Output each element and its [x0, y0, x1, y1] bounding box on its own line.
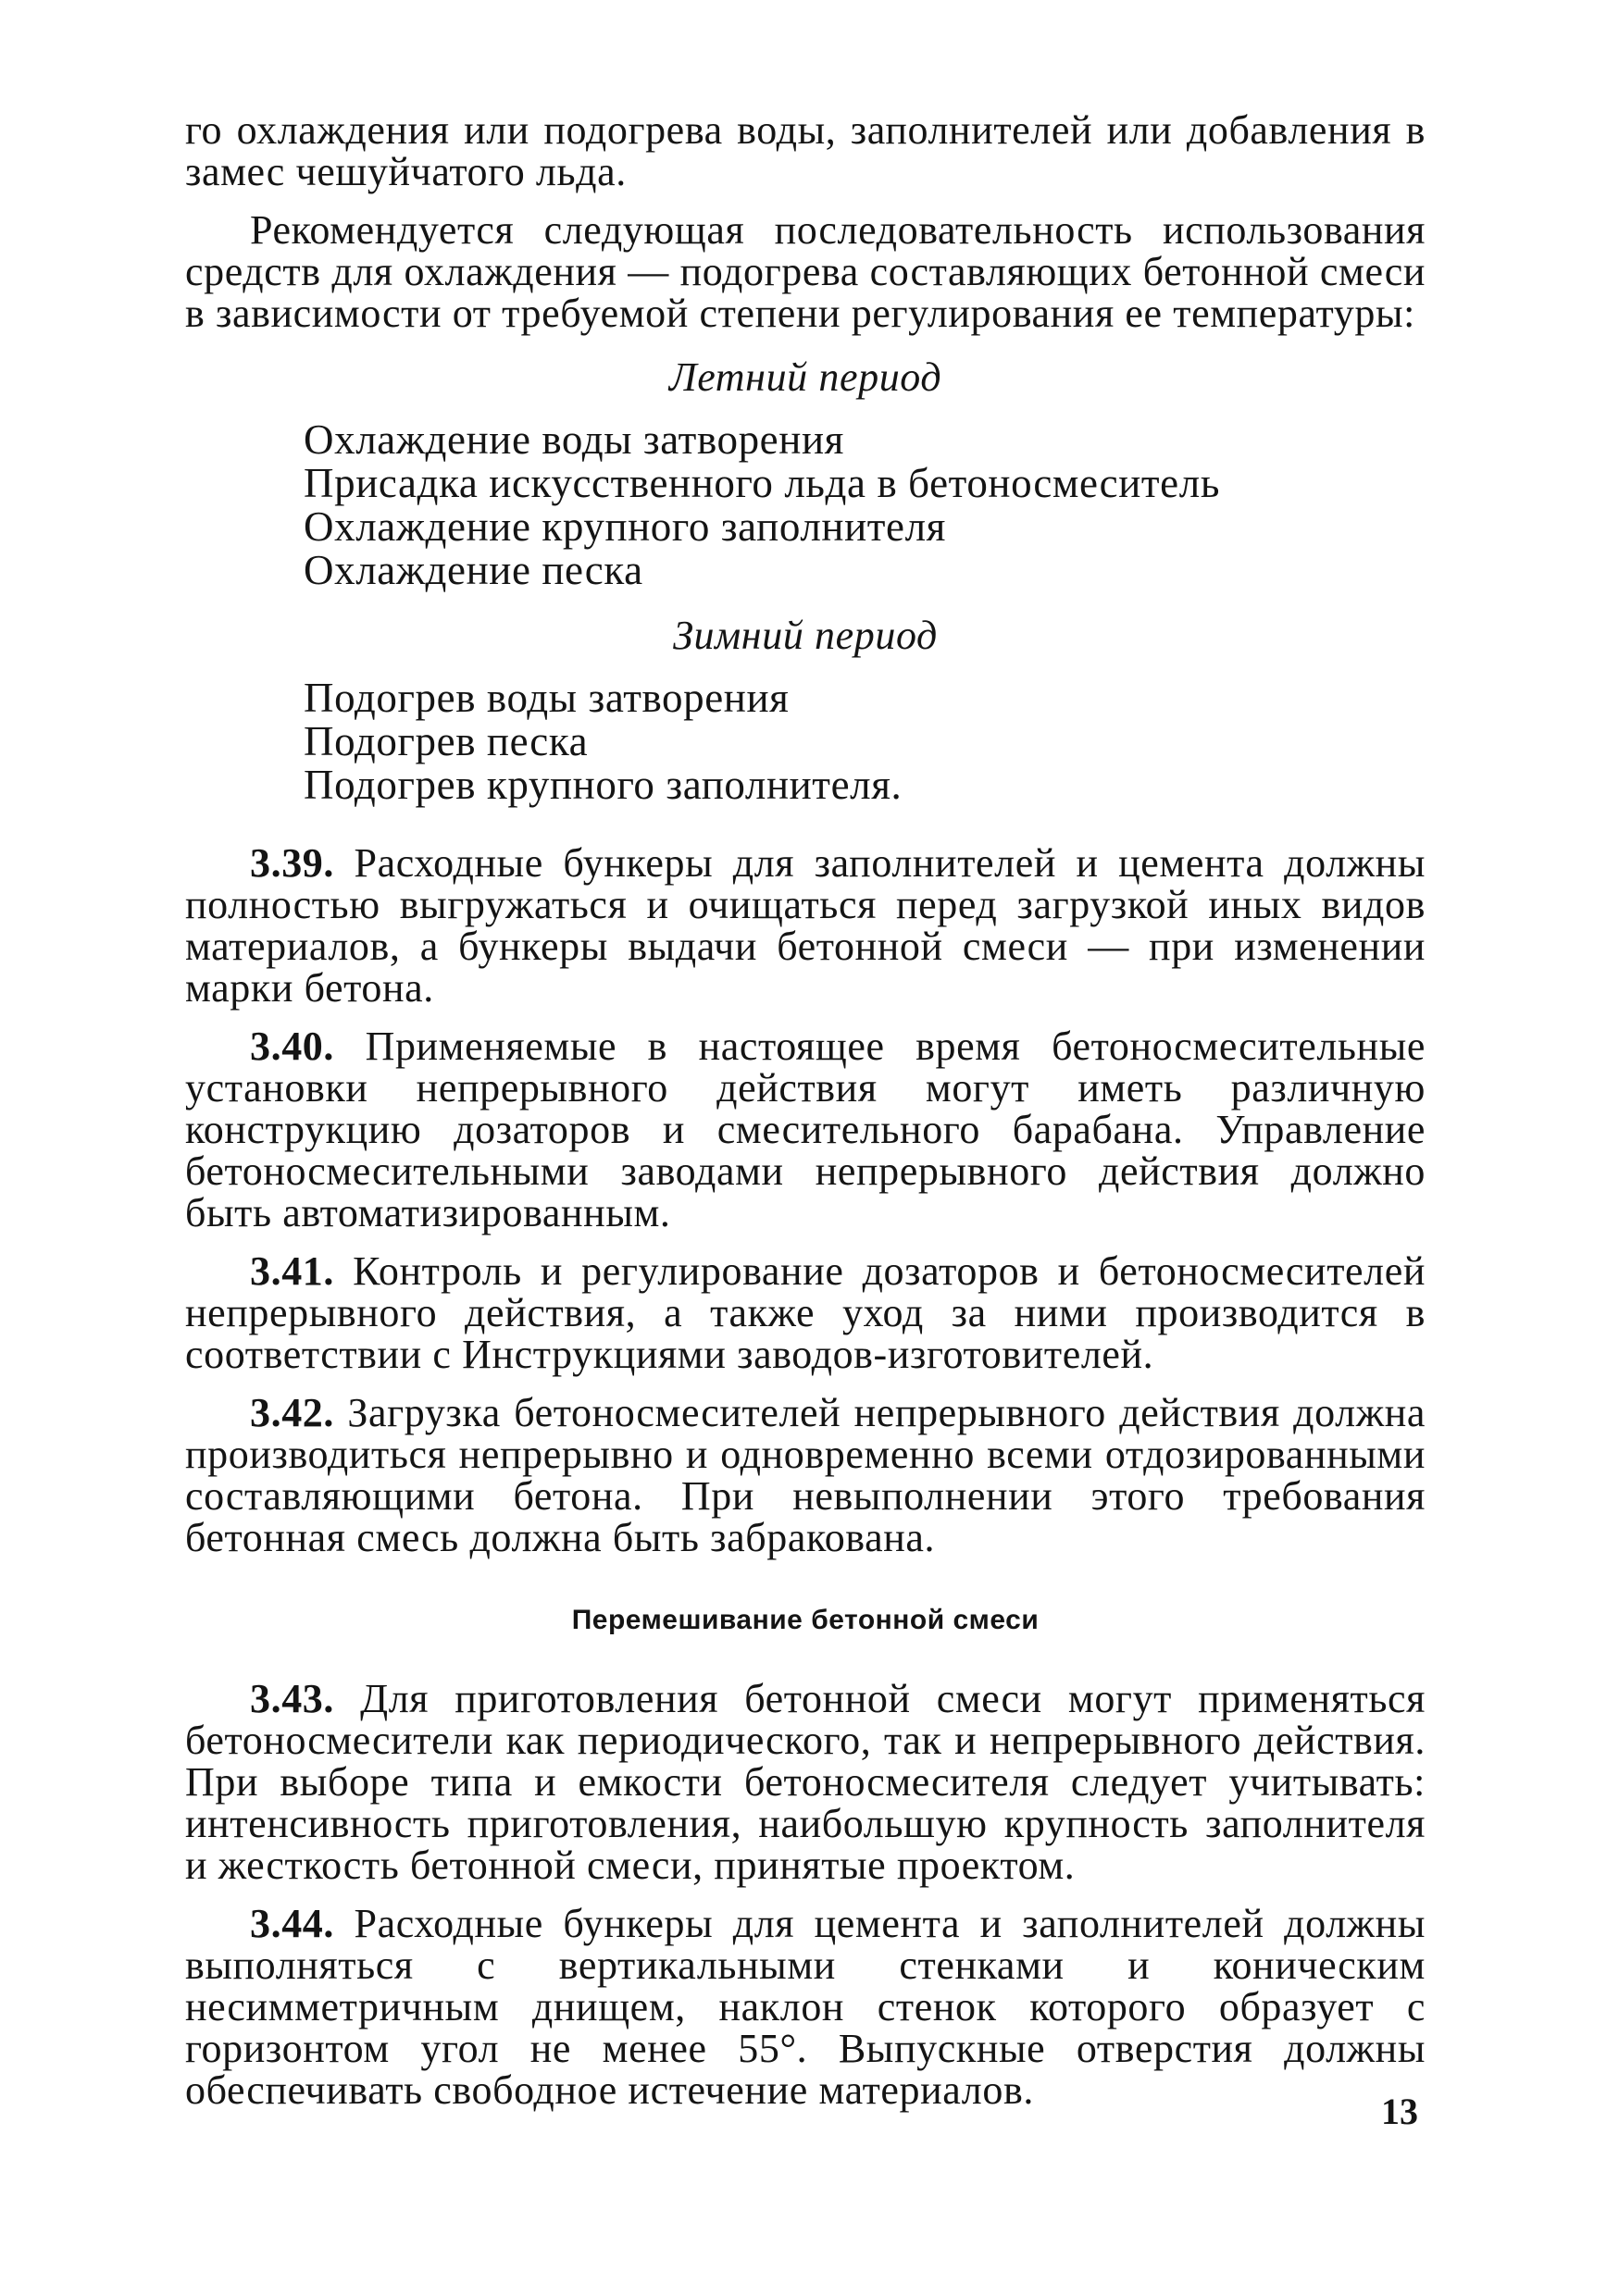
clause-3-42	[185, 1392, 1426, 1558]
clause-3-40	[185, 1025, 1426, 1234]
winter-measures-list	[185, 676, 1426, 807]
clause-number: 3.42.	[250, 1390, 334, 1435]
list-item: Присадка искусственного льда в бетоносмеситель	[304, 460, 1220, 506]
clause-text: Для приготовления бетонной смеси могут применяться бетоносмесители как периодического, так и непрерывного действия. При выборе типа и емкости бетоносмесителя следует учитывать: интенсивность приготовления, наибольшую крупность заполнителя и жесткость бетонной смеси, принятые проектом.	[185, 1676, 1426, 1888]
clause-3-39	[185, 842, 1426, 1009]
document-page	[185, 109, 1426, 2111]
clause-3-43	[185, 1678, 1426, 1886]
page-number: 13	[1381, 2091, 1418, 2132]
clause-text: Расходные бункеры для цемента и заполнителей должны выполняться с вертикальными стенками и коническим несимметричным днищем, наклон стенок которого образует с горизонтом угол не менее 55°. Выпускные отверстия должны обеспечивать свободное истечение материалов.	[185, 1901, 1426, 2113]
recommendation-paragraph: Рекомендуется следующая последовательность использования средств для охлаждения — подогрева составляющих бетонной смеси в зависимости от требуемой степени регулирования ее температуры:	[185, 207, 1426, 336]
winter-period-heading: Зимний период	[673, 613, 938, 658]
clause-text: Расходные бункеры для заполнителей и цемента должны полностью выгружаться и очищаться перед загрузкой иных видов материалов, а бункеры выдачи бетонной смеси — при изменении марки бетона.	[185, 840, 1426, 1011]
clause-text: Загрузка бетоносмесителей непрерывного действия должна производиться непрерывно и одновременно всеми отдозированными составляющими бетона. При невыполнении этого требования бетонная смесь должна быть забракована.	[185, 1390, 1426, 1560]
list-item: Подогрев песка	[304, 718, 589, 764]
list-item: Подогрев воды затворения	[304, 675, 790, 721]
list-item: Подогрев крупного заполнителя.	[304, 762, 903, 808]
intro-paragraph: го охлаждения или подогрева воды, заполнителей или добавления в замес чешуйчатого льда.	[185, 107, 1426, 194]
clause-text: Контроль и регулирование дозаторов и бетоносмесителей непрерывного действия, а также уход за ними производится в соответствии с Инструкциями заводов-изготовителей.	[185, 1248, 1426, 1377]
clause-3-44	[185, 1903, 1426, 2111]
list-item: Охлаждение песка	[304, 547, 643, 593]
section-title: Перемешивание бетонной смеси	[571, 1605, 1040, 1635]
clause-number: 3.39.	[250, 840, 334, 886]
summer-period-heading: Летний период	[668, 354, 942, 400]
clause-number: 3.41.	[250, 1248, 334, 1294]
summer-measures-list	[185, 418, 1426, 592]
list-item: Охлаждение воды затворения	[304, 416, 844, 463]
clause-number: 3.43.	[250, 1676, 334, 1721]
clause-number: 3.44.	[250, 1901, 334, 1946]
clause-3-41	[185, 1250, 1426, 1375]
list-item: Охлаждение крупного заполнителя	[304, 503, 946, 550]
clause-number: 3.40.	[250, 1024, 334, 1069]
clause-text: Применяемые в настоящее время бетоносмесительные установки непрерывного действия могут иметь различную конструкцию дозаторов и смесительного барабана. Управление бетоносмесительными заводами непрерывного действия должно быть автоматизированным.	[185, 1024, 1426, 1235]
